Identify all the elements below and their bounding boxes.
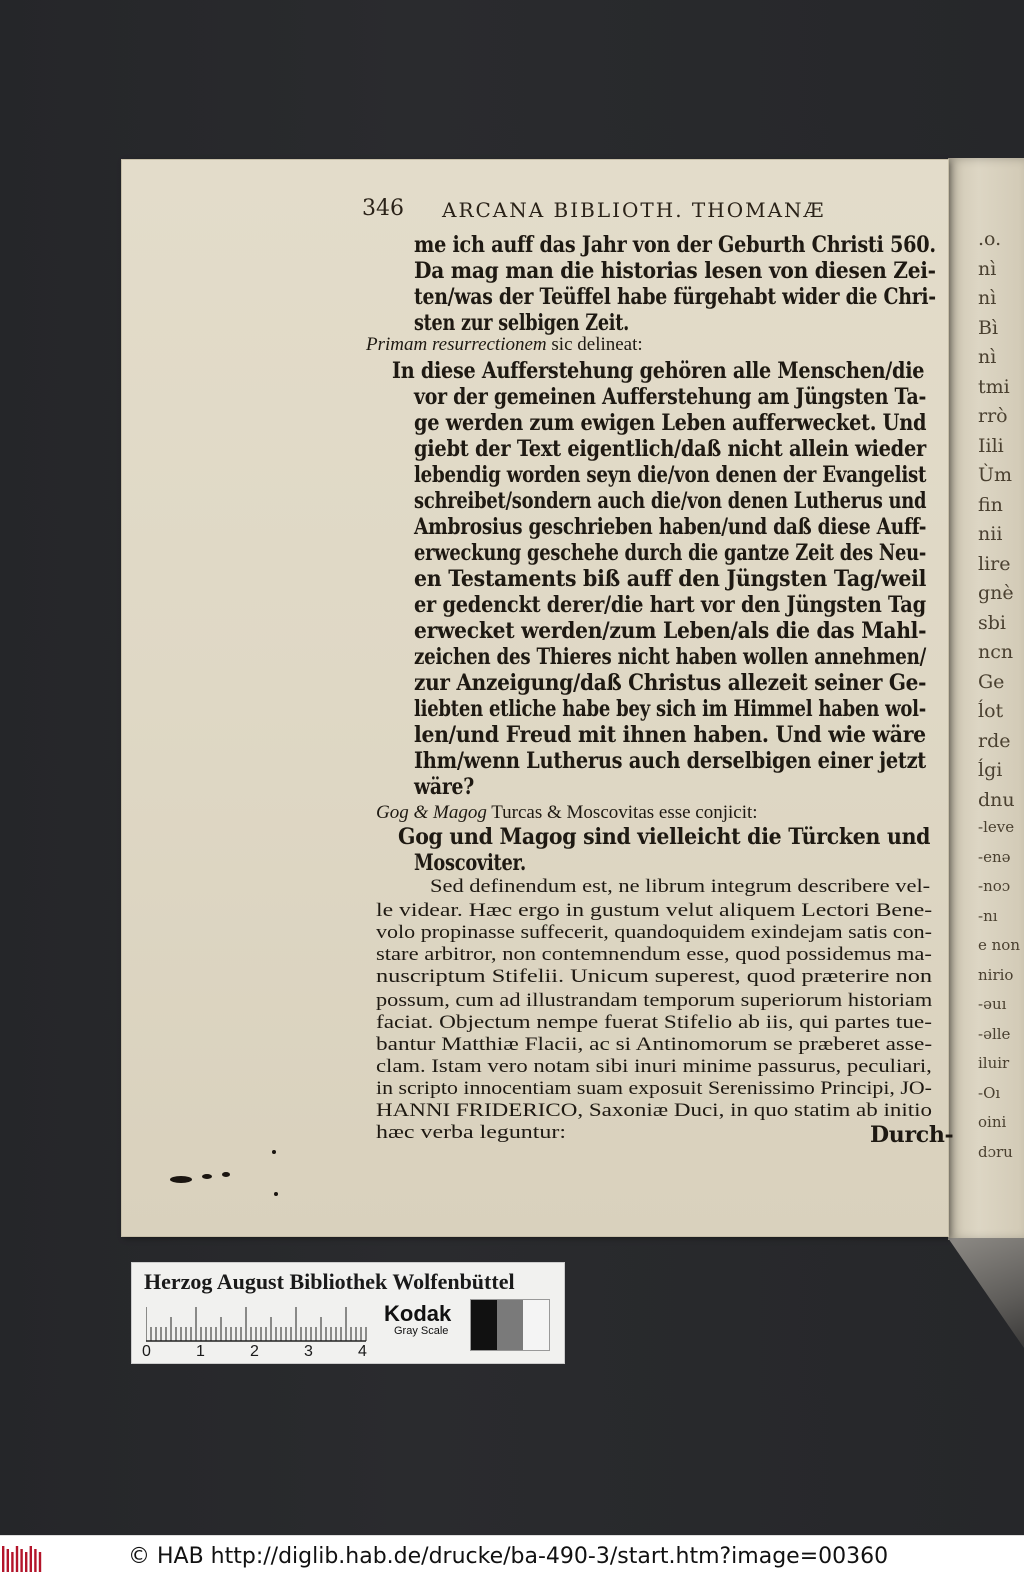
running-head: ARCANA BIBLIOTH. THOMANÆ (442, 198, 826, 222)
text-line-content: volo propinasse suffecerit, quandoquidem exindejam satis con- (376, 922, 932, 943)
footer-bar (0, 1535, 1024, 1583)
text-line-content: hæc verba leguntur: (376, 1122, 566, 1143)
text-line (376, 1012, 932, 1034)
ruler (146, 1305, 376, 1343)
text-line-content: Turcas & Moscovitas esse conjicit: (486, 802, 758, 823)
gray-patch (497, 1300, 523, 1350)
facing-page-fragment: -əlle (978, 1024, 1011, 1043)
text-line (376, 944, 932, 966)
facing-page-fragment: Bì (978, 316, 999, 339)
facing-page-fragment: nirio (978, 965, 1014, 984)
facing-page (948, 158, 1024, 1240)
text-line-content: len/und Freud mit ihnen haben. Und wie wäre (414, 722, 926, 748)
text-line (414, 592, 926, 618)
facing-page-fragment: Iili (978, 434, 1004, 457)
logo-stripe (39, 1552, 41, 1572)
text-line-content: Da mag man die historias lesen von diesen Zei- (414, 258, 936, 284)
text-line (414, 488, 926, 514)
facing-page-fragment: gnè (978, 582, 1014, 604)
ruler-label: 4 (358, 1343, 367, 1360)
gray-patch (471, 1300, 497, 1350)
text-line (376, 1078, 932, 1100)
text-line (376, 990, 932, 1012)
text-line-content: Gog und Magog sind vielleicht die Türcken und (398, 824, 931, 850)
text-line-content: giebt der Text eigentlich/daß nicht allein wieder (414, 436, 927, 462)
facing-page-fragment: lire (978, 552, 1011, 575)
logo-stripe (16, 1546, 18, 1572)
text-line (414, 566, 926, 592)
text-line (366, 334, 643, 356)
logo-stripe (34, 1549, 36, 1572)
text-line-content: erweckung geschehe durch die gantze Zeit des Neu- (414, 540, 927, 566)
facing-page-fragment: -enə (978, 847, 1011, 866)
logo-stripe (11, 1552, 13, 1572)
ink-stain (222, 1172, 230, 1177)
text-line-content: in scripto innocentiam suam exposuit Serenissimo Principi, JO- (376, 1078, 932, 1099)
text-line (414, 540, 926, 566)
text-line-content: en Testaments biß auff den Jüngsten Tag/weil (414, 566, 927, 592)
hab-logo-icon (0, 1542, 46, 1576)
text-line (376, 922, 932, 944)
facing-page-fragment: -nı (978, 906, 998, 925)
text-line (430, 876, 930, 898)
text-line-content: liebten etliche habe bey sich im Himmel haben wol- (414, 696, 926, 722)
text-line (376, 900, 932, 922)
text-line (376, 1100, 932, 1122)
text-line (414, 722, 926, 748)
facing-page-fragment: -Oı (978, 1083, 1001, 1102)
italic-lemma: Gog & Magog (376, 802, 487, 823)
text-line-content: ge werden zum ewigen Leben aufferwecket. Und (414, 410, 927, 436)
text-line (414, 644, 926, 670)
text-line-content: In diese Aufferstehung gehören alle Menschen/die (392, 358, 925, 384)
logo-stripe (2, 1546, 4, 1572)
gray-scale-label: Gray Scale (394, 1325, 449, 1337)
ruler-label: 1 (196, 1343, 205, 1360)
facing-page-fragment: nii (978, 523, 1003, 545)
card-title: Herzog August Bibliothek Wolfenbüttel (144, 1269, 515, 1294)
text-line-content: Moscoviter. (414, 850, 526, 876)
text-line (376, 802, 758, 824)
ruler-label: 0 (142, 1343, 151, 1360)
facing-page-fragment: ncn (978, 641, 1014, 663)
text-line (376, 1122, 566, 1144)
text-line (414, 384, 926, 410)
logo-stripe (20, 1549, 22, 1572)
facing-page-fragment: nì (978, 346, 997, 368)
page-header (362, 196, 842, 226)
facing-page-fragment: nì (978, 287, 997, 309)
facing-page-fragment: sbi (978, 611, 1006, 634)
ruler-label: 2 (250, 1343, 259, 1360)
text-line (398, 824, 930, 850)
facing-page-fragment: dɔru (978, 1142, 1013, 1161)
text-line (376, 1034, 932, 1056)
ink-stain (274, 1192, 278, 1196)
ink-stain (272, 1150, 276, 1154)
facing-page-fragment: ĺgi (978, 759, 1003, 781)
gray-patch (523, 1300, 549, 1350)
text-line (414, 258, 936, 284)
text-line (414, 310, 629, 336)
text-line-content: me ich auff das Jahr von der Geburth Christi 560. (414, 232, 936, 258)
text-line (414, 436, 926, 462)
text-line-content: bantur Matthiæ Flacii, ac si Antinomorum se præberet asse- (376, 1034, 933, 1055)
facing-page-fragment: Ge (978, 670, 1005, 693)
text-line-content: sic delineat: (546, 334, 643, 355)
text-line-content: lebendig worden seyn die/von denen der Evangelist (414, 462, 927, 488)
facing-page-fragment: -noɔ (978, 877, 1011, 895)
facing-page-fragment: .o. (978, 228, 1002, 250)
facing-page-fragment: oini (978, 1113, 1007, 1131)
facing-page-fragment: rrò (978, 405, 1008, 427)
logo-stripe (7, 1549, 9, 1572)
text-line-content: possum, cum ad illustrandam temporum superiorum historiam (376, 990, 933, 1011)
catchword: Durch- (870, 1122, 954, 1148)
facing-page-fragment: dnu (978, 788, 1015, 811)
text-line (414, 696, 926, 722)
facing-page-fragment: fin (978, 493, 1003, 516)
text-line (414, 670, 926, 696)
text-line-content: Ambrosius geschrieben haben/und daß diese Auff- (414, 514, 927, 540)
facing-page-fragment: tmi (978, 375, 1010, 398)
text-line-content: le videar. Hæc ergo in gustum velut aliquem Lectori Bene- (376, 900, 933, 921)
text-line-content: erwecket werden/zum Leben/als die das Mahl- (414, 618, 927, 644)
gray-scale-patches (470, 1299, 550, 1351)
facing-page-fragment: -əuı (978, 995, 1007, 1013)
text-line (414, 410, 926, 436)
text-line-content: zur Anzeigung/daß Christus allezeit seiner Ge- (414, 670, 927, 696)
text-line-content: wäre? (414, 774, 475, 800)
text-line-content: HANNI FRIDERICO, Saxoniæ Duci, in quo statim ab initio (376, 1100, 933, 1121)
facing-page-fragment: nì (978, 257, 997, 280)
text-line-content: stare arbitror, non contemnendum esse, quod possidemus ma- (376, 944, 932, 965)
footer-copyright-link[interactable]: © HAB http://diglib.hab.de/drucke/ba-490-3/start.htm?image=00360 (128, 1544, 889, 1569)
text-line (414, 514, 926, 540)
facing-page-fragment: rde (978, 729, 1011, 752)
text-line-content: schreibet/sondern auch die/von denen Lutherus und (414, 488, 927, 514)
text-line-content: ten/was der Teüffel habe fürgehabt wider die Chri- (414, 284, 936, 310)
ink-stain (202, 1174, 212, 1179)
ruler-label: 3 (304, 1343, 313, 1360)
text-line (414, 462, 926, 488)
logo-stripe (25, 1552, 27, 1572)
text-line-content: Sed definendum est, ne librum integrum describere vel- (430, 876, 931, 897)
text-line (414, 774, 474, 800)
facing-page-fragment: iluir (978, 1054, 1010, 1072)
ink-stain (170, 1176, 192, 1183)
book-page (122, 160, 954, 1236)
text-line (376, 1056, 932, 1078)
text-line (414, 284, 936, 310)
page-number: 346 (362, 196, 404, 221)
facing-page-fragment: ĺot (978, 700, 1004, 722)
text-line (414, 232, 936, 258)
facing-page-fragment: -leve (978, 818, 1015, 836)
logo-stripe (30, 1546, 32, 1572)
facing-page-fragment: Ùm (978, 464, 1013, 486)
text-line (392, 358, 924, 384)
kodak-logo: Kodak (384, 1301, 452, 1326)
text-line-content: Ihm/wenn Lutherus auch derselbigen einer jetzt (414, 748, 926, 774)
text-line-content: nuscriptum Stifelii. Unicum superest, quod præterire non (376, 966, 933, 987)
text-line (414, 850, 526, 876)
text-line-content: clam. Istam vero notam sibi inuri minime passurus, peculiari, (376, 1056, 932, 1077)
text-line (414, 748, 926, 774)
text-line-content: zeichen des Thieres nicht haben wollen annehmen/ (414, 644, 927, 670)
text-line-content: vor der gemeinen Aufferstehung am Jüngsten Ta- (414, 384, 927, 410)
text-line (414, 618, 926, 644)
italic-lemma: Primam resurrectionem (366, 334, 547, 355)
text-line-content: er gedenckt derer/die hart vor den Jüngsten Tag (414, 592, 926, 618)
text-line-content: faciat. Objectum nempe fuerat Stifelio ab iis, qui partes tue- (376, 1012, 932, 1033)
facing-page-fragment: e non (978, 936, 1020, 954)
text-line-content: sten zur selbigen Zeit. (414, 310, 630, 336)
text-line (376, 966, 932, 988)
color-calibration-card (131, 1262, 565, 1364)
